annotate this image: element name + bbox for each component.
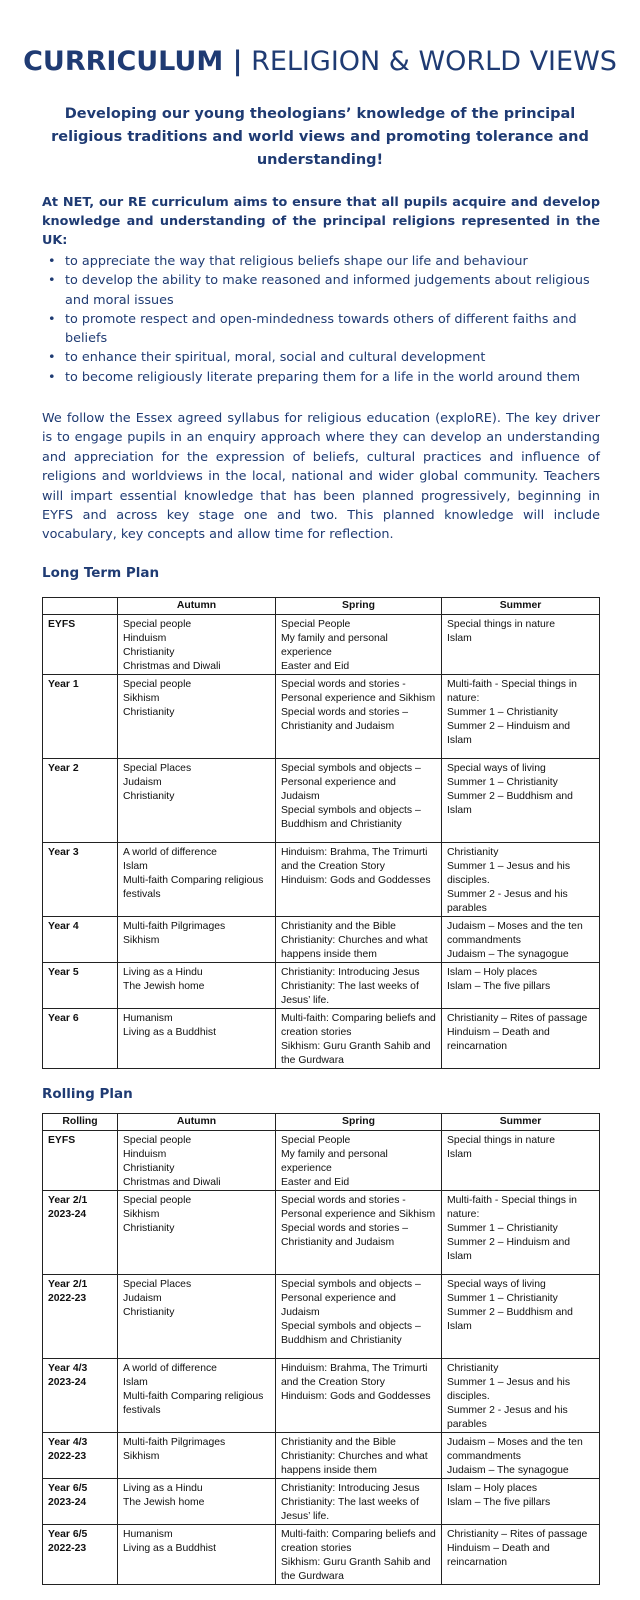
cell-line: Special people (123, 619, 192, 630)
row-label-cell (43, 1525, 118, 1585)
cell-line: 2023-24 (48, 1377, 87, 1388)
aims-list (42, 252, 602, 387)
cell-line: Year 4/3 (48, 1363, 88, 1374)
cell-line: Special People (281, 1135, 351, 1146)
table-row (43, 843, 600, 917)
aim-text: to promote respect and open-mindedness towards others of different faiths and beliefs (65, 311, 577, 347)
long-term-plan-table (42, 597, 600, 1069)
spring-cell (276, 963, 442, 1009)
table-row (43, 1275, 600, 1359)
cell-line: Year 2 (48, 763, 79, 774)
cell-line: Multi-faith Pilgrimages (123, 921, 226, 932)
spring-cell (276, 1433, 442, 1479)
cell-line: Year 3 (48, 847, 79, 858)
cell-line: Summer 1 – Christianity (447, 707, 558, 718)
row-label-cell (43, 1275, 118, 1359)
table-row (43, 1359, 600, 1433)
cell-line: Summer 2 – Hinduism and Islam (447, 721, 571, 746)
cell-line: Year 1 (48, 679, 79, 690)
cell-line: Living as a Buddhist (123, 1543, 216, 1554)
cell-line: Judaism (123, 1293, 162, 1304)
page-title-rest: RELIGION & WORLD VIEWS (242, 46, 617, 77)
cell-line: Multi-faith Comparing religious festivals (123, 875, 264, 900)
summer-cell (442, 917, 600, 963)
table-header-row (43, 598, 600, 615)
cell-line: Islam (123, 1377, 148, 1388)
cell-line: 2023-24 (48, 1497, 87, 1508)
cell-line: Special symbols and objects – Buddhism and Christianity (281, 805, 421, 830)
cell-line: Judaism – The synagogue (447, 949, 569, 960)
cell-line: Islam – Holy places (447, 1483, 538, 1494)
cell-line: Multi-faith - Special things in nature: (447, 679, 577, 704)
cell-line: Christianity (123, 707, 175, 718)
column-header-spring: Spring (276, 1114, 442, 1131)
cell-line: Sikhism (123, 1209, 160, 1220)
cell-line: Special People (281, 619, 351, 630)
summer-cell (442, 1275, 600, 1359)
cell-line: Christianity (123, 791, 175, 802)
cell-line: Hinduism: Brahma, The Trimurti and the Creation Story (281, 847, 428, 872)
cell-line: Easter and Eid (281, 661, 350, 672)
autumn-cell (118, 1009, 276, 1069)
cell-line: Judaism – Moses and the ten commandments (447, 921, 583, 946)
cell-line: Islam (447, 1149, 472, 1160)
spring-cell (276, 759, 442, 843)
cell-line: Humanism (123, 1529, 173, 1540)
cell-line: Summer 1 – Christianity (447, 777, 558, 788)
column-header-autumn: Autumn (118, 598, 276, 615)
cell-line: Special ways of living (447, 1279, 546, 1290)
cell-line: Summer 2 - Jesus and his parables (447, 889, 568, 914)
table-row (43, 1525, 600, 1585)
autumn-cell (118, 843, 276, 917)
cell-line: Summer 1 – Jesus and his disciples. (447, 861, 571, 886)
aims-list-item (42, 271, 602, 310)
summer-cell (442, 1131, 600, 1191)
table-row (43, 917, 600, 963)
cell-line: Multi-faith Pilgrimages (123, 1437, 226, 1448)
cell-line: Islam (123, 861, 148, 872)
spring-cell (276, 615, 442, 675)
spring-cell (276, 1275, 442, 1359)
cell-line: Sikhism: Guru Granth Sahib and the Gurdwara (281, 1041, 431, 1066)
table-row (43, 963, 600, 1009)
cell-line: Living as a Buddhist (123, 1027, 216, 1038)
cell-line: Humanism (123, 1013, 173, 1024)
cell-line: Multi-faith Comparing religious festivals (123, 1391, 264, 1416)
aims-list-item (42, 252, 602, 271)
cell-line: Christianity: Introducing Jesus (281, 1483, 420, 1494)
bullet-icon: • (48, 273, 56, 289)
summer-cell (442, 675, 600, 759)
cell-line: 2023-24 (48, 1209, 87, 1220)
cell-line: Hinduism: Brahma, The Trimurti and the Creation Story (281, 1363, 428, 1388)
autumn-cell (118, 1479, 276, 1525)
cell-line: Special things in nature (447, 1135, 556, 1146)
spring-cell (276, 843, 442, 917)
summer-cell (442, 1433, 600, 1479)
cell-line: Christianity – Rites of passage (447, 1013, 588, 1024)
cell-line: Sikhism: Guru Granth Sahib and the Gurdwara (281, 1557, 431, 1582)
summer-cell (442, 1479, 600, 1525)
cell-line: Christianity and the Bible (281, 1437, 396, 1448)
spring-cell (276, 1131, 442, 1191)
cell-line: Hinduism (123, 1149, 167, 1160)
cell-line: Hinduism – Death and reincarnation (447, 1027, 550, 1052)
summer-cell (442, 1191, 600, 1275)
cell-line: Judaism (123, 777, 162, 788)
cell-line: Christianity (123, 1307, 175, 1318)
cell-line: Sikhism (123, 935, 160, 946)
bullet-icon: • (48, 369, 56, 385)
row-label-cell (43, 1479, 118, 1525)
table-row (43, 1009, 600, 1069)
cell-line: Special symbols and objects – Personal experience and Judaism (281, 763, 421, 802)
cell-line: Multi-faith: Comparing beliefs and creation stories (281, 1013, 436, 1038)
table-row (43, 1433, 600, 1479)
cell-line: Christianity (123, 1163, 175, 1174)
cell-line: Special Places (123, 763, 192, 774)
autumn-cell (118, 963, 276, 1009)
cell-line: 2022-23 (48, 1543, 87, 1554)
table-row (43, 1479, 600, 1525)
aims-list-item (42, 368, 602, 387)
table-row (43, 1191, 600, 1275)
cell-line: Summer 2 – Buddhism and Islam (447, 1307, 573, 1332)
cell-line: Year 2/1 (48, 1279, 88, 1290)
cell-line: Special words and stories - Personal experience and Sikhism (281, 1195, 436, 1220)
autumn-cell (118, 1433, 276, 1479)
cell-line: Special words and stories – Christianity and Judaism (281, 1223, 409, 1248)
cell-line: Christianity (447, 847, 499, 858)
autumn-cell (118, 675, 276, 759)
cell-line: My family and personal experience (281, 1149, 388, 1174)
cell-line: Christianity – Rites of passage (447, 1529, 588, 1540)
cell-line: Multi-faith - Special things in nature: (447, 1195, 577, 1220)
page-subtitle: Developing our young theologians’ knowledge of the principal religious traditions and world views and promoting tolerance and understanding! (51, 106, 589, 168)
aims-list-item (42, 348, 602, 367)
cell-line: Sikhism (123, 1451, 160, 1462)
autumn-cell (118, 1191, 276, 1275)
row-label-cell (43, 963, 118, 1009)
intro-paragraph: At NET, our RE curriculum aims to ensure that all pupils acquire and develop knowledge and understanding of the principal religions represented in the UK: (42, 195, 600, 248)
summer-cell (442, 963, 600, 1009)
cell-line: Christianity: Churches and what happens inside them (281, 935, 428, 960)
cell-line: Special words and stories – Christianity and Judaism (281, 707, 409, 732)
row-label-cell (43, 1359, 118, 1433)
cell-line: The Jewish home (123, 1497, 205, 1508)
cell-line: Christianity (123, 647, 175, 658)
bullet-icon: • (48, 311, 56, 327)
column-header-summer: Summer (442, 598, 600, 615)
cell-line: Hinduism – Death and reincarnation (447, 1543, 550, 1568)
cell-line: Sikhism (123, 693, 160, 704)
autumn-cell (118, 1275, 276, 1359)
aims-list-item (42, 310, 602, 349)
spring-cell (276, 675, 442, 759)
cell-line: Judaism – The synagogue (447, 1465, 569, 1476)
column-header-spring: Spring (276, 598, 442, 615)
cell-line: Summer 1 – Christianity (447, 1293, 558, 1304)
summer-cell (442, 1009, 600, 1069)
row-label-cell (43, 1131, 118, 1191)
row-label-cell (43, 675, 118, 759)
cell-line: Year 6/5 (48, 1483, 88, 1494)
aim-text: to develop the ability to make reasoned and informed judgements about religious and moral issues (65, 273, 590, 308)
cell-line: Special words and stories - Personal experience and Sikhism (281, 679, 436, 704)
cell-line: A world of difference (123, 1363, 217, 1374)
cell-line: Special people (123, 679, 192, 690)
cell-line: Christianity: The last weeks of Jesus’ life. (281, 981, 419, 1006)
row-label-cell (43, 1191, 118, 1275)
table-row (43, 615, 600, 675)
row-label-cell (43, 843, 118, 917)
spring-cell (276, 917, 442, 963)
autumn-cell (118, 615, 276, 675)
cell-line: Christianity (123, 1223, 175, 1234)
cell-line: Summer 2 - Jesus and his parables (447, 1405, 568, 1430)
spring-cell (276, 1359, 442, 1433)
cell-line: My family and personal experience (281, 633, 388, 658)
cell-line: Summer 2 – Hinduism and Islam (447, 1237, 571, 1262)
aim-text: to appreciate the way that religious beliefs shape our life and behaviour (65, 254, 528, 269)
row-label-cell (43, 759, 118, 843)
page-title (0, 44, 640, 80)
syllabus-paragraph: We follow the Essex agreed syllabus for religious education (exploRE). The key driver is to engage pupils in an enquiry approach where they can develop an understanding and appreciation for the expression of beliefs, cultural practices and influence of religions and worldviews in the local, national and wider global community. Teachers will impart essential knowledge that has been planned progressively, beginning in EYFS and across key stage one and two. This planned knowledge will include vocabulary, key concepts and allow time for reflection. (42, 411, 600, 543)
aim-text: to become religiously literate preparing them for a life in the world around them (65, 369, 581, 385)
cell-line: Special people (123, 1195, 192, 1206)
cell-line: EYFS (48, 619, 76, 630)
cell-line: Islam – The five pillars (447, 1497, 551, 1508)
column-header-summer: Summer (442, 1114, 600, 1131)
autumn-cell (118, 917, 276, 963)
cell-line: Year 4/3 (48, 1437, 88, 1448)
cell-line: Islam (447, 633, 472, 644)
cell-line: Islam – Holy places (447, 967, 538, 978)
spring-cell (276, 1525, 442, 1585)
bullet-icon: • (48, 350, 56, 366)
cell-line: Year 4 (48, 921, 79, 932)
column-header-label (43, 598, 118, 615)
cell-line: Summer 1 – Jesus and his disciples. (447, 1377, 571, 1402)
row-label-cell (43, 1009, 118, 1069)
cell-line: Christianity (447, 1363, 499, 1374)
rolling-plan-heading: Rolling Plan (42, 1086, 133, 1102)
cell-line: Year 5 (48, 967, 79, 978)
table-row (43, 1131, 600, 1191)
row-label-cell (43, 1433, 118, 1479)
cell-line: Christianity: Churches and what happens inside them (281, 1451, 428, 1476)
cell-line: Living as a Hindu (123, 967, 203, 978)
cell-line: EYFS (48, 1135, 76, 1146)
cell-line: Year 2/1 (48, 1195, 88, 1206)
row-label-cell (43, 615, 118, 675)
row-label-cell (43, 917, 118, 963)
cell-line: Special symbols and objects – Personal experience and Judaism (281, 1279, 421, 1318)
cell-line: Special things in nature (447, 619, 556, 630)
summer-cell (442, 1359, 600, 1433)
cell-line: Special symbols and objects – Buddhism and Christianity (281, 1321, 421, 1346)
page-title-bold: CURRICULUM | (23, 46, 243, 77)
cell-line: 2022-23 (48, 1293, 87, 1304)
cell-line: Christmas and Diwali (123, 1177, 221, 1188)
table-row (43, 759, 600, 843)
column-header-autumn: Autumn (118, 1114, 276, 1131)
cell-line: 2022-23 (48, 1451, 87, 1462)
summer-cell (442, 843, 600, 917)
cell-line: A world of difference (123, 847, 217, 858)
cell-line: Christianity: Introducing Jesus (281, 967, 420, 978)
autumn-cell (118, 1131, 276, 1191)
cell-line: Special people (123, 1135, 192, 1146)
cell-line: Christianity and the Bible (281, 921, 396, 932)
column-header-label: Rolling (43, 1114, 118, 1131)
spring-cell (276, 1191, 442, 1275)
cell-line: Christianity: The last weeks of Jesus’ life. (281, 1497, 419, 1522)
cell-line: Summer 2 – Buddhism and Islam (447, 791, 573, 816)
cell-line: Hinduism (123, 633, 167, 644)
cell-line: Christmas and Diwali (123, 661, 221, 672)
spring-cell (276, 1479, 442, 1525)
cell-line: Easter and Eid (281, 1177, 350, 1188)
aim-text: to enhance their spiritual, moral, social and cultural development (65, 350, 486, 366)
spring-cell (276, 1009, 442, 1069)
cell-line: Hinduism: Gods and Goddesses (281, 1391, 431, 1402)
bullet-icon: • (48, 254, 56, 269)
cell-line: Multi-faith: Comparing beliefs and creation stories (281, 1529, 436, 1554)
long-term-plan-heading: Long Term Plan (42, 565, 160, 581)
autumn-cell (118, 759, 276, 843)
cell-line: Living as a Hindu (123, 1483, 203, 1494)
cell-line: Hinduism: Gods and Goddesses (281, 875, 431, 886)
table-header-row (43, 1114, 600, 1131)
cell-line: Summer 1 – Christianity (447, 1223, 558, 1234)
table-row (43, 675, 600, 759)
autumn-cell (118, 1359, 276, 1433)
cell-line: The Jewish home (123, 981, 205, 992)
summer-cell (442, 759, 600, 843)
summer-cell (442, 615, 600, 675)
summer-cell (442, 1525, 600, 1585)
cell-line: Year 6 (48, 1013, 79, 1024)
cell-line: Islam – The five pillars (447, 981, 551, 992)
cell-line: Special ways of living (447, 763, 546, 774)
rolling-plan-table (42, 1113, 600, 1585)
cell-line: Judaism – Moses and the ten commandments (447, 1437, 583, 1462)
autumn-cell (118, 1525, 276, 1585)
cell-line: Special Places (123, 1279, 192, 1290)
cell-line: Year 6/5 (48, 1529, 88, 1540)
